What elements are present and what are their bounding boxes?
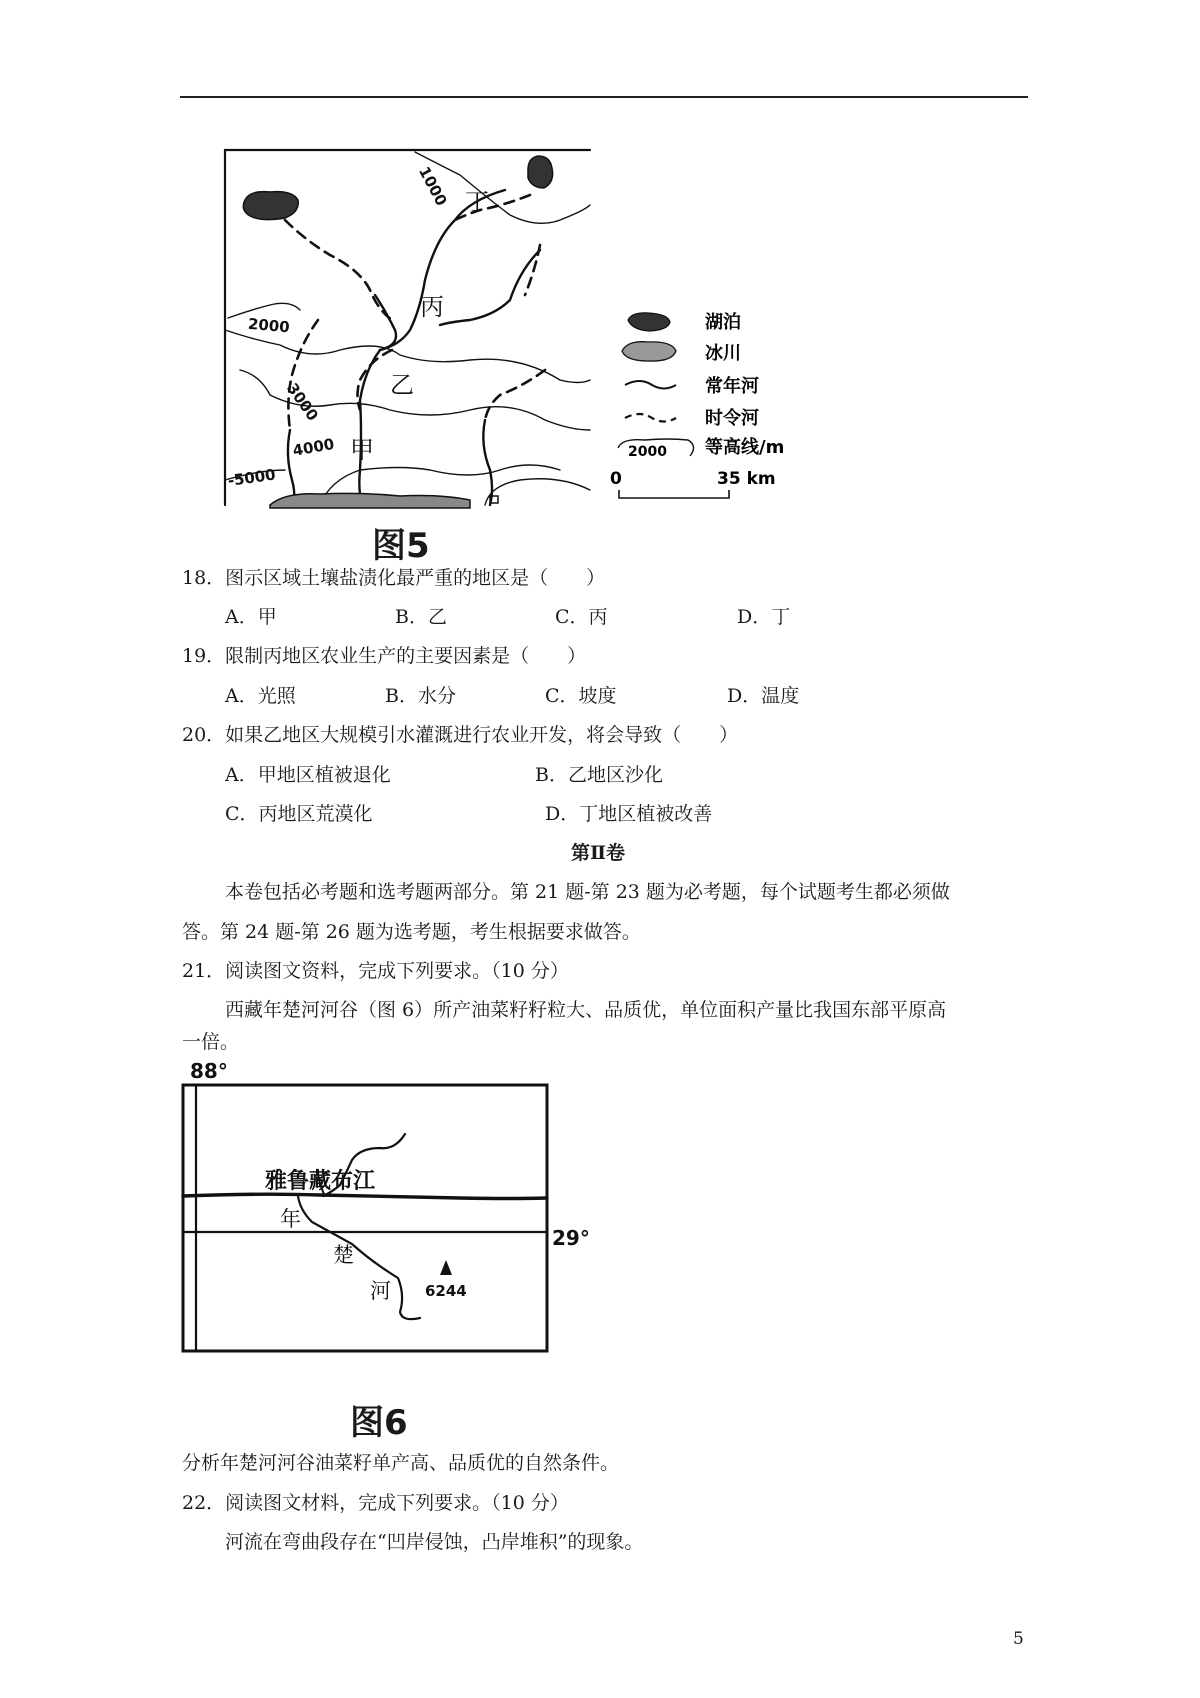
perennial-river-icon (625, 381, 676, 389)
question-22-title: 22．阅读图文材料，完成下列要求。（10 分） (182, 1492, 569, 1514)
legend-seasonal (625, 407, 759, 429)
peak-icon (440, 1260, 452, 1275)
glacier-icon (270, 493, 470, 508)
question-21-body-line1: 西藏年楚河河谷（图 6）所产油菜籽籽粒大、品质优，单位面积产量比我国东部平原高 (225, 999, 947, 1021)
river-main-label: 雅鲁藏布江 (265, 1169, 376, 1194)
map-frame (183, 1085, 547, 1351)
scale-end: 35 km (717, 469, 776, 489)
q20-option-b: B．乙地区沙化 (535, 764, 663, 786)
lake-icon (628, 313, 670, 331)
map-legend (610, 311, 784, 498)
river-trib-label: 河 (370, 1279, 391, 1303)
contour-label: 1000 (415, 163, 451, 209)
q20-option-d: D．丁地区植被改善 (545, 803, 713, 825)
scale-start: 0 (610, 469, 622, 489)
scale-bar (610, 469, 776, 498)
section-title: 第Ⅱ卷 (571, 842, 626, 864)
river-trib-label: 年 (280, 1207, 301, 1231)
question-20-stem: 20．如果乙地区大规模引水灌溉进行农业开发，将会导致（ ） (182, 724, 739, 746)
legend-lake (628, 311, 741, 333)
lake-icon (243, 192, 298, 220)
place-label-ding: 丁 (465, 188, 489, 216)
peak-label: 6244 (425, 1282, 467, 1300)
question-21-body-line2: 一倍。 (182, 1031, 240, 1053)
figure5-caption: 图5 (372, 526, 430, 566)
seasonal-river-icon (625, 414, 676, 422)
figure6-map (0, 1050, 700, 1370)
contour-label: 4000 (291, 434, 336, 460)
section-intro-line1: 本卷包括必考题和选考题两部分。第 21 题-第 23 题为必考题，每个试题考生都必须做 (225, 881, 950, 903)
question-21-prompt: 分析年楚河河谷油菜籽单产高、品质优的自然条件。 (182, 1452, 620, 1474)
legend-label: 冰川 (705, 343, 741, 364)
legend-label: 时令河 (705, 408, 759, 429)
place-label-bing: 丙 (420, 293, 444, 321)
legend-perennial (625, 375, 759, 397)
latitude-label: 29° (552, 1226, 590, 1250)
question-18-stem: 18．图示区域土壤盐渍化最严重的地区是（ ） (182, 567, 606, 589)
q20-option-a: A．甲地区植被退化 (225, 764, 391, 786)
q19-option-a: A．光照 (225, 685, 296, 707)
legend-contour (618, 436, 784, 460)
place-label-jia: 甲 (350, 436, 374, 464)
q18-option-c: C．丙 (555, 606, 608, 628)
lake-icon (528, 156, 553, 188)
figure6-caption: 图6 (350, 1403, 408, 1443)
nianchu-river (298, 1196, 420, 1319)
perennial-rivers (288, 190, 540, 505)
contour-label: 3000 (283, 379, 322, 425)
river-trib-label: 楚 (333, 1243, 354, 1267)
q18-option-a: A．甲 (225, 606, 277, 628)
legend-label: 常年河 (705, 376, 759, 397)
section-intro-line2: 答。第 24 题-第 26 题为选考题，考生根据要求做答。 (182, 921, 641, 943)
q18-option-b: B．乙 (395, 606, 447, 628)
legend-glacier (622, 342, 741, 364)
contour-label: 2000 (247, 314, 291, 337)
q20-option-c: C．丙地区荒漠化 (225, 803, 373, 825)
legend-label: 等高线/m (705, 437, 785, 458)
glacier-icon (622, 342, 676, 361)
legend-sample: 2000 (628, 444, 667, 460)
q19-option-c: C．坡度 (545, 685, 617, 707)
q18-option-d: D．丁 (737, 606, 791, 628)
page-number: 5 (1013, 1629, 1024, 1649)
question-19-stem: 19．限制丙地区农业生产的主要因素是（ ） (182, 645, 587, 667)
figure5-map (0, 0, 1200, 560)
legend-label: 湖泊 (705, 312, 741, 333)
seasonal-rivers (285, 195, 545, 430)
contour-label: -5000 (226, 465, 277, 490)
question-22-body: 河流在弯曲段存在“凹岸侵蚀，凸岸堆积”的现象。 (225, 1531, 644, 1553)
longitude-label: 88° (190, 1059, 228, 1083)
yarlung-tsangpo-river (183, 1194, 547, 1198)
q19-option-b: B．水分 (385, 685, 456, 707)
place-label-yi: 乙 (390, 371, 414, 399)
question-21-title: 21．阅读图文资料，完成下列要求。（10 分） (182, 960, 569, 982)
q19-option-d: D．温度 (727, 685, 800, 707)
